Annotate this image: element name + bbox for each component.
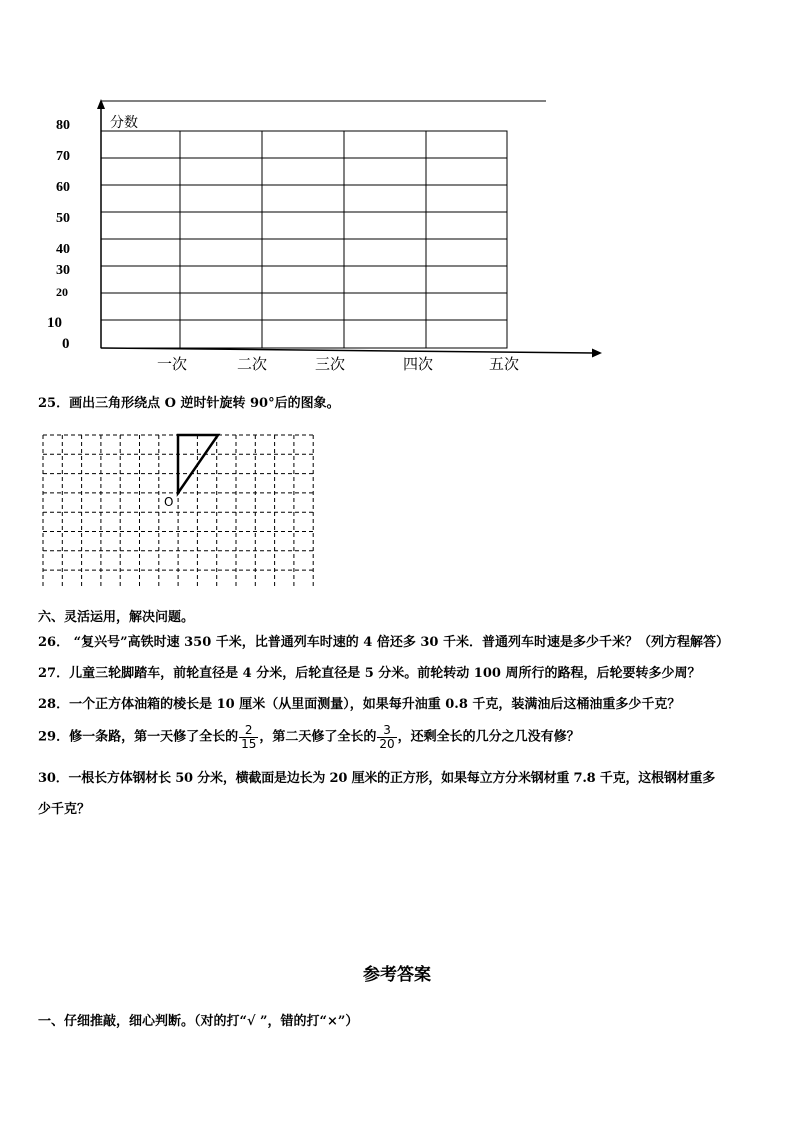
question-29 [38,724,580,750]
question-25: 25．画出三角形绕点 O 逆时针旋转 90°后的图象。 [38,396,340,411]
x-label-3: 三次 [315,355,346,373]
q29-part3: ，还剩全长的几分之几没有修？ [397,729,580,745]
y-tick-80: 80 [56,118,70,133]
rotation-grid [0,420,794,600]
question-28: 28．一个正方体油箱的棱长是 10 厘米（从里面测量），如果每升油重 0.8 千克，装满油后这桶油重多少千克？ [38,697,681,712]
question-26: 26． “复兴号”高铁时速 350 千米，比普通列车时速的 4 倍还多 30 千米．普通列车时速是多少千米？（列方程解答） [38,635,730,650]
x-label-5: 五次 [489,355,520,373]
fraction-2-15: $\frac{2}{15}$ [241,723,257,751]
y-axis-title: 分数 [110,115,138,131]
x-axis-arrow [592,349,602,358]
q29-part2: ，第二天修了全长的 [259,729,377,745]
answers-heading: 参考答案 [363,965,431,985]
x-label-1: 一次 [157,355,188,373]
fraction-3-20: $\frac{3}{20}$ [379,723,395,751]
point-o-label: O [164,495,174,509]
dashed-grid-figure [0,420,794,600]
q29-part1: 29．修一条路，第一天修了全长的 [38,729,239,745]
y-tick-30: 30 [56,263,70,278]
grid-lines [101,131,507,348]
chart-axes-grid [0,0,794,380]
y-tick-20: 20 [56,285,68,299]
y-tick-50: 50 [56,211,70,226]
section-6-title: 六、灵活运用，解决问题。 [38,610,195,625]
question-27: 27．儿童三轮脚踏车，前轮直径是 4 分米，后轮直径是 5 分米。前轮转动 100 周所行的路程，后轮要转多少周？ [38,666,701,681]
x-axis [101,348,594,353]
question-30-line1: 30．一根长方体钢材长 50 分米，横截面是边长为 20 厘米的正方形，如果每立方分米钢材重 7.8 千克，这根钢材重多 [38,771,716,786]
x-label-4: 四次 [403,355,434,373]
y-tick-60: 60 [56,180,70,195]
answers-section-1: 一、仔细推敲，细心判断。（对的打“√ ”，错的打“×”） [38,1014,359,1029]
score-chart [0,0,794,380]
y-tick-70: 70 [56,149,70,164]
x-label-2: 二次 [237,355,268,373]
y-tick-40: 40 [56,242,70,257]
triangle-shape [178,435,218,493]
question-30-line2: 少千克？ [38,802,91,817]
y-tick-10: 10 [47,315,62,331]
y-tick-0: 0 [62,336,70,352]
